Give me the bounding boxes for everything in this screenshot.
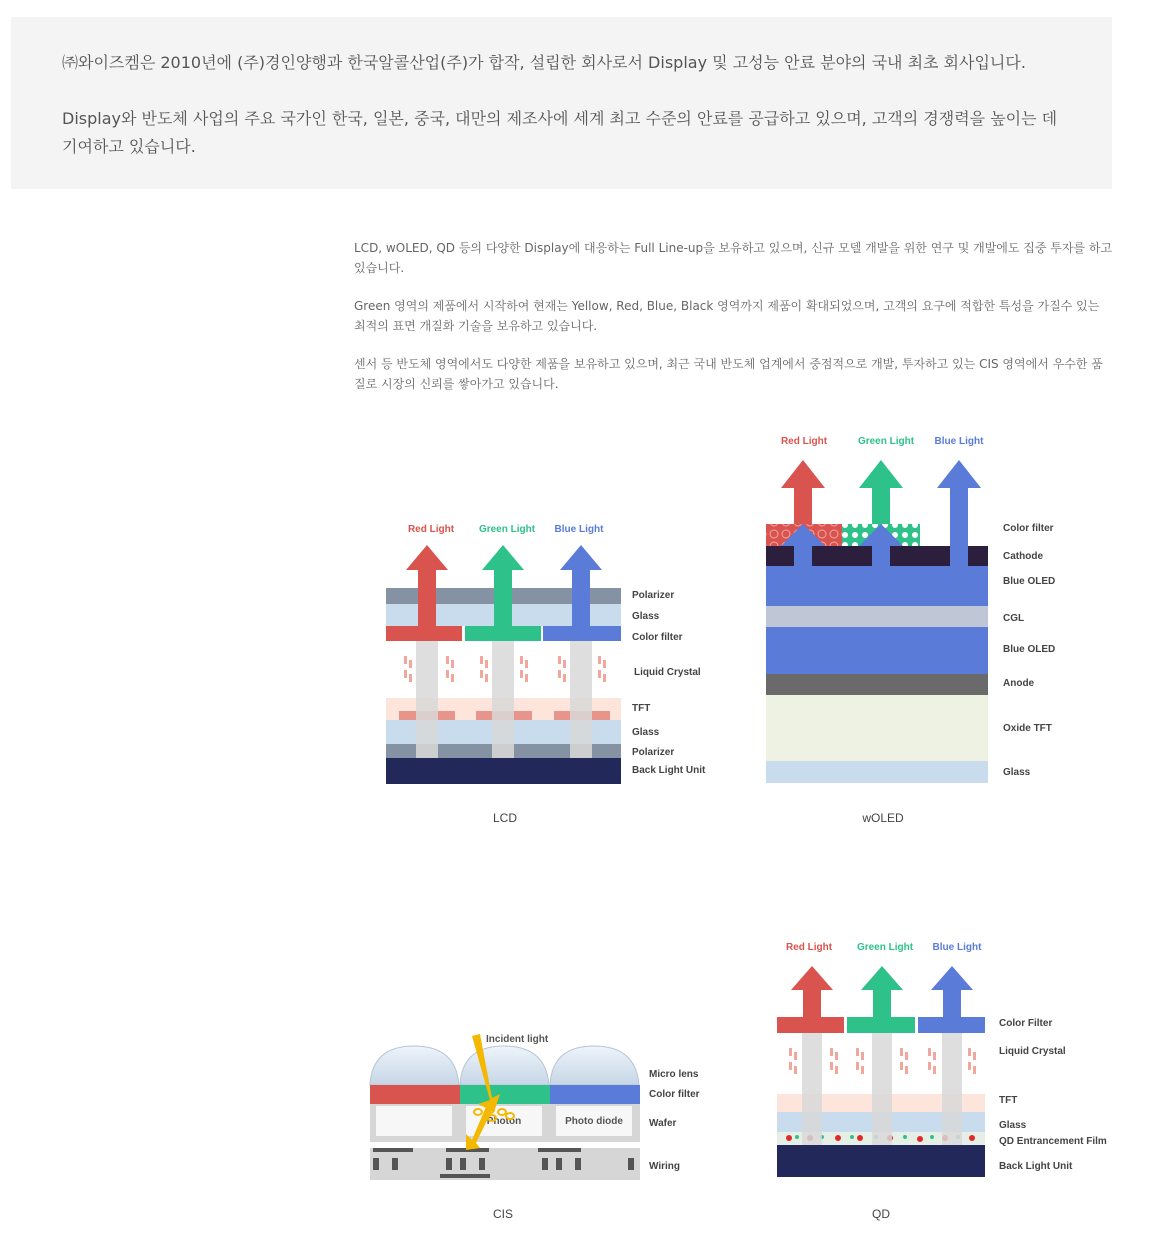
- qd-backlight-layer: [777, 1145, 985, 1177]
- qd-layer-label: QD Entrancement Film: [999, 1136, 1107, 1147]
- lcd-backlight-layer: [386, 758, 621, 784]
- woled-blue-light-label: Blue Light: [934, 436, 984, 447]
- woled-layer-label: CGL: [1003, 613, 1025, 624]
- lcd-red-light-label: Red Light: [407, 524, 455, 535]
- lcd-layer-label: Color filter: [632, 632, 683, 643]
- woled-layer-label: Oxide TFT: [1003, 723, 1052, 734]
- cis-cf-blue: [550, 1085, 640, 1104]
- lcd-layer-label: Back Light Unit: [632, 765, 706, 776]
- woled-blue-oled-layer: [766, 566, 988, 606]
- woled-oxide-tft-layer: [766, 695, 988, 761]
- cis-photo-diode-label: Photo diode: [565, 1116, 623, 1127]
- lcd-layer-label: Glass: [632, 611, 660, 622]
- woled-red-arrow-icon: [781, 460, 825, 524]
- description-paragraph: LCD, wOLED, QD 등의 다양한 Display에 대응하는 Full Line-up을 보유하고 있으며, 신규 모델 개발을 위한 연구 및 개발에도 집중 투자를 하고 있습니다.: [354, 241, 1113, 275]
- woled-green-arrow-icon: [859, 460, 903, 524]
- description-paragraph: 센서 등 반도체 영역에서도 다양한 제품을 보유하고 있으며, 최근 국내 반도체 업계에서 중점적으로 개발, 투자하고 있는 CIS 영역에서 우수한 품질로 시장의 신뢰를 쌓아가고 있습니다.: [354, 357, 1103, 391]
- woled-blue-oled-layer-2: [766, 627, 988, 674]
- qd-diagram: [777, 942, 1107, 1221]
- cis-diagram: [370, 1034, 700, 1221]
- woled-glass-layer: [766, 761, 988, 783]
- lcd-layer-label: TFT: [632, 703, 651, 714]
- qd-caption: QD: [872, 1207, 890, 1221]
- qd-blue-arrow-icon: [931, 966, 973, 1017]
- cis-micro-lens: [550, 1046, 639, 1085]
- qd-cf-green: [847, 1017, 915, 1033]
- lcd-cf-red: [386, 626, 462, 641]
- woled-red-light-label: Red Light: [780, 436, 828, 447]
- qd-layer-label: Liquid Crystal: [999, 1046, 1066, 1057]
- woled-layer-label: Blue OLED: [1003, 576, 1056, 587]
- woled-layer-label: Glass: [1003, 767, 1031, 778]
- qd-layer-label: Back Light Unit: [999, 1161, 1073, 1172]
- qd-red-light-label: Red Light: [785, 942, 833, 953]
- cis-cf-green: [460, 1085, 550, 1104]
- woled-layer-label: Color filter: [1003, 523, 1054, 534]
- woled-layer-label: Blue OLED: [1003, 644, 1056, 655]
- woled-caption: wOLED: [862, 811, 904, 825]
- qd-layer-label: Color Filter: [999, 1018, 1053, 1029]
- lcd-green-light-label: Green Light: [478, 524, 536, 535]
- cis-caption: CIS: [492, 1207, 514, 1221]
- cis-layer-label: Wiring: [649, 1161, 681, 1172]
- cis-incident-label: Incident light: [486, 1034, 549, 1045]
- lcd-diagram: [386, 524, 706, 825]
- woled-layer-label: Anode: [1003, 678, 1035, 689]
- intro-line-2: Display와 반도체 사업의 주요 국가인 한국, 일본, 중국, 대만의 제조사에 세계 최고 수준의 안료를 공급하고 있으며, 고객의 경쟁력을 높이는 데 기여하고 있습니다.: [62, 109, 1058, 156]
- woled-cgl-layer: [766, 606, 988, 627]
- cis-layer-label: Color filter: [649, 1089, 700, 1100]
- qd-cf-red: [777, 1017, 844, 1033]
- lcd-layer-label: Liquid Crystal: [634, 667, 701, 678]
- cis-micro-lens: [460, 1046, 549, 1085]
- intro-line-1: ㈜와이즈켐은 2010년에 (주)경인양행과 한국알콜산업(주)가 합작, 설립한 회사로서 Display 및 고성능 안료 분야의 국내 최초 회사입니다.: [62, 53, 1026, 72]
- woled-anode-layer: [766, 674, 988, 695]
- qd-red-arrow-icon: [791, 966, 833, 1017]
- lcd-cf-blue: [543, 626, 621, 641]
- cis-layer-label: Wafer: [649, 1118, 677, 1129]
- qd-green-arrow-icon: [861, 966, 903, 1017]
- woled-layer-label: Cathode: [1003, 551, 1043, 562]
- cis-cf-red: [370, 1085, 460, 1104]
- qd-green-light-label: Green Light: [856, 942, 914, 953]
- qd-cf-blue: [918, 1017, 985, 1033]
- cis-layer-label: Micro lens: [649, 1069, 699, 1080]
- lcd-layer-label: Polarizer: [632, 747, 675, 758]
- description-paragraph: Green 영역의 제품에서 시작하여 현재는 Yellow, Red, Blue, Black 영역까지 제품이 확대되었으며, 고객의 요구에 적합한 특성을 가질수 있는 최적의 표면 개질화 기술을 보유하고 있습니다.: [354, 299, 1100, 333]
- cis-wiring: [370, 1148, 640, 1180]
- lcd-blue-light-label: Blue Light: [554, 524, 604, 535]
- lcd-caption: LCD: [492, 811, 518, 825]
- qd-layer-label: Glass: [999, 1120, 1027, 1131]
- cis-micro-lens: [370, 1046, 459, 1085]
- woled-green-light-label: Green Light: [857, 436, 915, 447]
- lcd-layer-label: Glass: [632, 727, 660, 738]
- woled-diagram: [766, 436, 1055, 825]
- lcd-cf-green: [465, 626, 541, 641]
- cis-photon-label: Photon: [486, 1116, 522, 1127]
- qd-blue-light-label: Blue Light: [932, 942, 982, 953]
- lcd-layer-label: Polarizer: [632, 590, 675, 601]
- qd-layer-label: TFT: [999, 1095, 1018, 1106]
